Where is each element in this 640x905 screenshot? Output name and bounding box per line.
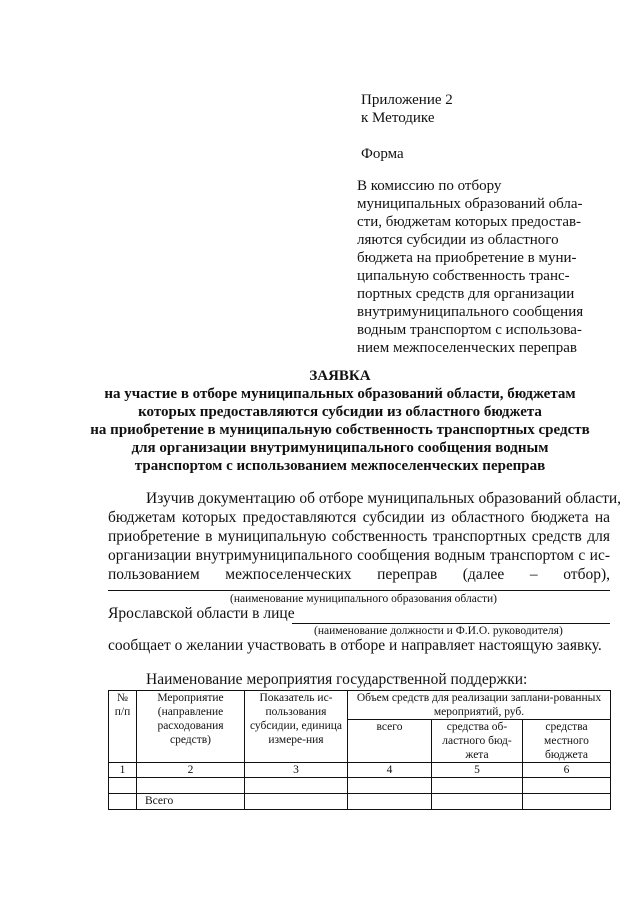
table-cell [432, 778, 523, 794]
form-label: Форма [361, 146, 404, 162]
table-cell [109, 794, 137, 810]
paragraph-line: Изучив документацию об отборе муниципальных образований области, [146, 490, 622, 507]
official-underline [292, 623, 610, 624]
paragraph-line: приобретение в муниципальную собственность транспортных средств для [108, 528, 610, 545]
region-prefix: Ярославской области в лице [108, 605, 295, 622]
addressee-line: бюджета на приобретение в муни- [357, 250, 577, 266]
addressee-line: водным транспортом с использова- [357, 322, 582, 338]
table-cell [245, 794, 348, 810]
addressee-line: внутримуниципального сообщения [357, 304, 584, 320]
document-subtitle-line: для организации внутримуниципального сообщения водным [131, 440, 549, 456]
addressee-line: ципальную собственность транс- [357, 268, 570, 284]
total-label: Всего [137, 794, 245, 810]
header-regional: средства об-ластного бюд-жета [432, 720, 523, 763]
header-event: Мероприятие (направление расходования средств) [137, 691, 245, 763]
addressee-line: сти, бюджетам которых предостав- [357, 214, 582, 230]
table-header-row [109, 691, 611, 720]
header-indicator: Показатель ис-пользования субсидии, единица измере-ния [245, 691, 348, 763]
municipality-hint: (наименование муниципального образования области) [230, 593, 497, 605]
column-number: 3 [245, 763, 348, 778]
addressee-line: ляются субсидии из областного [357, 232, 559, 248]
appendix-reference: к Методике [361, 110, 435, 126]
header-total: всего [348, 720, 432, 763]
table-total-row [109, 794, 611, 810]
support-table [108, 690, 611, 810]
table-cell [245, 778, 348, 794]
table-row [109, 778, 611, 794]
table-cell [348, 794, 432, 810]
addressee-line: муниципальных образований обла- [357, 196, 583, 212]
document-title: ЗАЯВКА [309, 368, 371, 384]
addressee-line: нием межпоселенческих переправ [357, 340, 577, 356]
appendix-number: Приложение 2 [361, 92, 453, 108]
addressee-line: портных средств для организации [357, 286, 575, 302]
paragraph-closing: сообщает о желании участвовать в отборе и направляет настоящую заявку. [108, 637, 602, 654]
paragraph-line: бюджетам которых предоставляются субсидии из областного бюджета на [108, 509, 610, 526]
table-cell [137, 778, 245, 794]
document-subtitle-line: которых предоставляются субсидии из областного бюджета [138, 404, 542, 420]
paragraph-line: организации внутримуниципального сообщения водным транспортом с ис- [108, 547, 610, 564]
column-number: 5 [432, 763, 523, 778]
table-cell [348, 778, 432, 794]
column-number: 6 [523, 763, 611, 778]
paragraph-line: пользованием межпоселенческих переправ (далее – отбор), [108, 566, 610, 583]
document-subtitle-line: на приобретение в муниципальную собственность транспортных средств [90, 422, 590, 438]
official-hint: (наименование должности и Ф.И.О. руководителя) [314, 625, 563, 637]
addressee-line: В комиссию по отбору [357, 178, 502, 194]
document-subtitle-line: транспортом с использованием межпоселенческих переправ [134, 458, 546, 474]
document-subtitle-line: на участие в отборе муниципальных образований области, бюджетам [104, 386, 576, 402]
table-caption: Наименование мероприятия государственной поддержки: [146, 671, 528, 688]
column-number: 1 [109, 763, 137, 778]
column-number: 2 [137, 763, 245, 778]
header-volume: Объем средств для реализации заплани-рованных мероприятий, руб. [348, 691, 611, 720]
table-cell [523, 794, 611, 810]
column-number-row [109, 763, 611, 778]
header-num: № п/п [109, 691, 137, 763]
column-number: 4 [348, 763, 432, 778]
header-local: средства местного бюджета [523, 720, 611, 763]
table-cell [523, 778, 611, 794]
table-cell [432, 794, 523, 810]
table-cell [109, 778, 137, 794]
municipality-underline [108, 590, 610, 591]
